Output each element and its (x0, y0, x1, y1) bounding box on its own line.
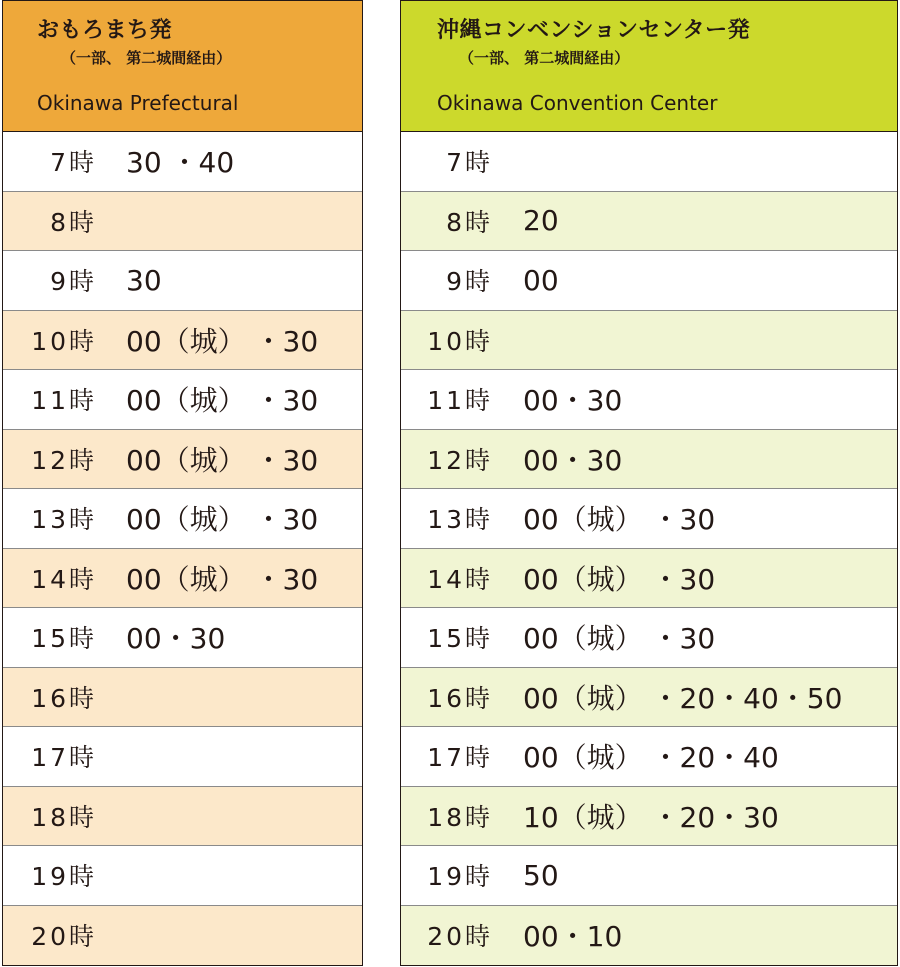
departure-english-name: Okinawa Convention Center (437, 91, 718, 115)
departure-times: 00（城） ・30 (126, 324, 319, 358)
timetable-row (3, 668, 362, 728)
hour-label: 17時 (31, 743, 97, 773)
departure-times: 20 (523, 204, 559, 238)
timetable-row (401, 846, 897, 906)
hour-label: 19時 (31, 862, 97, 892)
hour-label: 13時 (31, 505, 97, 535)
hour-label: 9時 (50, 267, 97, 297)
timetable-row (3, 727, 362, 787)
timetable-row (3, 846, 362, 906)
timetable-row (3, 132, 362, 192)
route-note: （一部、 第二城間経由） (459, 49, 630, 67)
departure-times: 00・30 (523, 384, 623, 418)
timetable-row (3, 192, 362, 252)
convention-center-timetable (400, 0, 898, 966)
hour-label: 8時 (50, 207, 97, 237)
hour-label: 9時 (446, 267, 493, 297)
departure-times: 00（城） ・30 (126, 503, 319, 537)
departure-times: 00（城） ・30 (126, 562, 319, 596)
timetable-row (3, 370, 362, 430)
departure-times: 30 ・40 (126, 146, 235, 180)
departure-times: 00（城） ・30 (126, 384, 319, 418)
timetable-row (401, 251, 897, 311)
departure-times: 50 (523, 858, 559, 892)
departure-times: 10（城） ・20・30 (523, 800, 779, 834)
departure-times: 00・30 (126, 622, 226, 656)
hour-label: 12時 (427, 445, 493, 475)
timetable-row (3, 489, 362, 549)
hour-label: 11時 (31, 386, 97, 416)
hour-label: 16時 (427, 683, 493, 713)
hour-label: 13時 (427, 505, 493, 535)
timetable-header (401, 1, 897, 132)
departure-times: 00（城） ・30 (523, 622, 716, 656)
timetable-row (401, 727, 897, 787)
hour-label: 7時 (50, 148, 97, 178)
hour-label: 15時 (31, 624, 97, 654)
timetable-row (401, 370, 897, 430)
hour-label: 12時 (31, 445, 97, 475)
timetable-row (401, 132, 897, 192)
hour-label: 20時 (427, 922, 493, 952)
hour-label: 10時 (31, 326, 97, 356)
hour-label: 17時 (427, 743, 493, 773)
hour-label: 18時 (31, 802, 97, 832)
timetable-row (401, 192, 897, 252)
timetable-row (3, 311, 362, 371)
departure-title: おもろまち発 (37, 18, 173, 43)
departure-times: 00 (523, 263, 559, 297)
departure-times: 00・10 (523, 920, 623, 954)
timetable-row (3, 430, 362, 490)
departure-times: 00（城） ・30 (126, 443, 319, 477)
hour-label: 7時 (446, 148, 493, 178)
hour-label: 20時 (31, 922, 97, 952)
timetable-row (3, 251, 362, 311)
departure-times: 00（城） ・20・40・50 (523, 681, 843, 715)
departure-times: 00（城） ・30 (523, 562, 716, 596)
timetable-row (401, 549, 897, 609)
timetable-row (401, 608, 897, 668)
omoromachi-timetable (2, 0, 363, 966)
timetable-row (3, 787, 362, 847)
route-note: （一部、 第二城間経由） (61, 49, 232, 67)
hour-label: 14時 (31, 564, 97, 594)
hour-label: 14時 (427, 564, 493, 594)
timetable-row (3, 906, 362, 966)
departure-title: 沖縄コンベンションセンター発 (437, 18, 751, 43)
departure-english-name: Okinawa Prefectural (37, 91, 239, 115)
hour-label: 19時 (427, 862, 493, 892)
timetable-header (3, 1, 362, 132)
timetable-row (3, 549, 362, 609)
departure-times: 00（城） ・20・40 (523, 741, 779, 775)
departure-times: 00（城） ・30 (523, 503, 716, 537)
timetable-row (401, 906, 897, 966)
hour-label: 8時 (446, 207, 493, 237)
timetable-row (401, 668, 897, 728)
hour-label: 18時 (427, 802, 493, 832)
departure-times: 00・30 (523, 443, 623, 477)
hour-label: 15時 (427, 624, 493, 654)
timetable-row (401, 787, 897, 847)
timetable-row (401, 430, 897, 490)
timetable-row (401, 489, 897, 549)
hour-label: 16時 (31, 683, 97, 713)
timetable-rows (401, 132, 897, 965)
timetable-row (401, 311, 897, 371)
hour-label: 11時 (427, 386, 493, 416)
timetable-row (3, 608, 362, 668)
departure-times: 30 (126, 263, 162, 297)
hour-label: 10時 (427, 326, 493, 356)
timetable-rows (3, 132, 362, 965)
